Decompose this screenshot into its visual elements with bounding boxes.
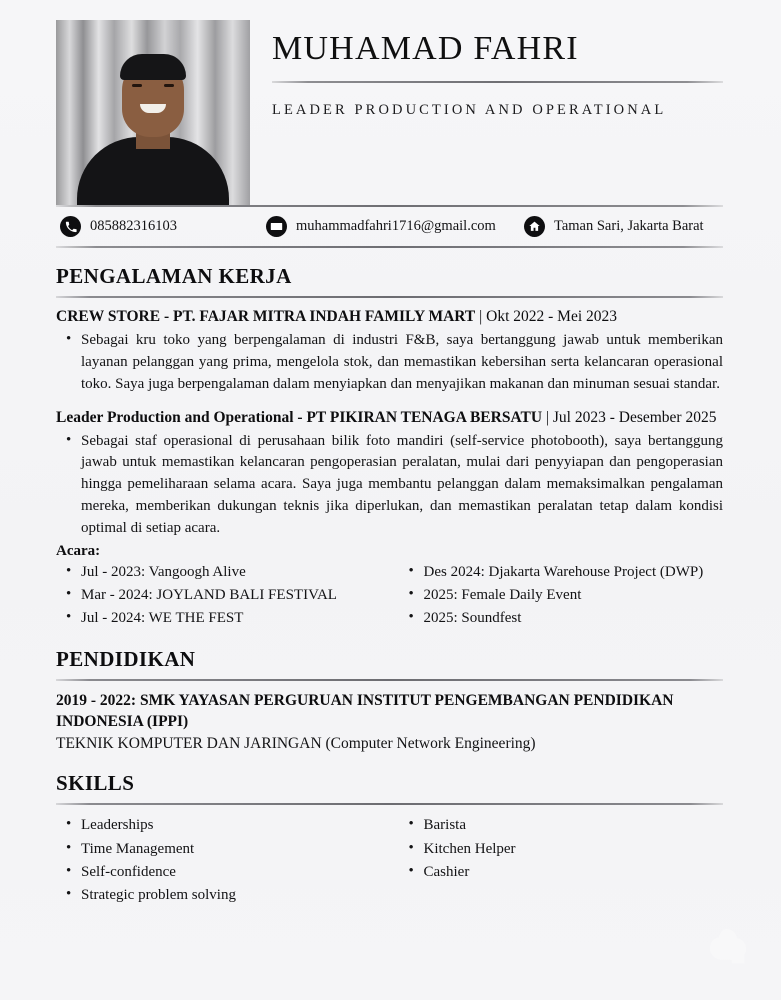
list-item: • Kitchen Helper bbox=[424, 838, 724, 861]
job-bullet: • Sebagai staf operasional di perusahaan bilik foto mandiri (self-service photobooth), saya bertanggung jawab untuk memastikan kelancaran pengoperasian peralatan, mulai dari penyyiapan dan pengoperasian hingga pemeliharaan selama acara. Saya juga membantu pelanggan dalam memaksimalkan pengalaman mereka, memberikan dukungan teknis jika diperlukan, dan memastikan peralatan tetap dalam kondisi optimal di setiap acara. bbox=[81, 431, 723, 540]
list-item: • Strategic problem solving bbox=[81, 884, 390, 907]
education-section bbox=[0, 647, 781, 756]
events-list-right bbox=[399, 561, 724, 631]
skills-list-right bbox=[399, 814, 724, 884]
resume-header bbox=[0, 0, 781, 205]
envelope-icon bbox=[266, 216, 287, 237]
list-item: • 2025: Soundfest bbox=[424, 607, 724, 630]
skills-column-left bbox=[56, 814, 390, 907]
list-item: • Barista bbox=[424, 814, 724, 837]
events-column-left bbox=[56, 561, 390, 631]
phone-icon bbox=[60, 216, 81, 237]
job-bullet-list bbox=[56, 431, 723, 540]
list-item: • Des 2024: Djakarta Warehouse Project (DWP) bbox=[424, 561, 724, 584]
list-item: • Time Management bbox=[81, 838, 390, 861]
education-rule bbox=[56, 679, 723, 681]
events-label: Acara: bbox=[56, 542, 101, 559]
header-subtitle: LEADER PRODUCTION AND OPERATIONAL bbox=[272, 102, 667, 119]
job-entry bbox=[56, 307, 723, 396]
events-list-left bbox=[56, 561, 390, 631]
skills-columns bbox=[56, 814, 723, 907]
list-item: • 2025: Female Daily Event bbox=[424, 584, 724, 607]
job-separator: | bbox=[475, 308, 487, 325]
photo-eye-left bbox=[132, 84, 142, 87]
events-columns bbox=[56, 561, 723, 631]
education-section-title: PENDIDIKAN bbox=[56, 646, 196, 671]
photo-subject bbox=[78, 75, 228, 205]
job-entry bbox=[56, 408, 723, 540]
contact-row bbox=[56, 207, 723, 246]
job-title-line bbox=[56, 307, 723, 328]
job-title-text: Leader Production and Operational - PT PIKIRAN TENAGA BERSATU bbox=[56, 408, 543, 426]
skills-section bbox=[0, 771, 781, 907]
list-item: • Leaderships bbox=[81, 814, 390, 837]
job-separator: | bbox=[542, 408, 553, 426]
education-school: 2019 - 2022: SMK YAYASAN PERGURUAN INSTITUT PENGEMBANGAN PENDIDIKAN INDONESIA (IPPI) bbox=[56, 691, 674, 731]
experience-rule bbox=[56, 296, 723, 298]
contact-section bbox=[0, 205, 781, 248]
contact-email[interactable] bbox=[266, 216, 524, 237]
skills-section-title: SKILLS bbox=[56, 771, 135, 796]
skills-rule bbox=[56, 803, 723, 805]
experience-section bbox=[0, 264, 781, 631]
job-period: Jul 2023 - Desember 2025 bbox=[552, 408, 717, 426]
contact-address[interactable] bbox=[524, 216, 723, 237]
job-title-line bbox=[56, 408, 723, 429]
education-major: TEKNIK KOMPUTER DAN JARINGAN (Computer Network Engineering) bbox=[56, 735, 536, 753]
contact-email-text: muhammadfahri1716@gmail.com bbox=[296, 218, 496, 234]
job-period: Okt 2022 - Mei 2023 bbox=[486, 308, 618, 325]
page-title: MUHAMAD FAHRI bbox=[272, 30, 579, 67]
profile-photo bbox=[56, 20, 250, 205]
contact-address-text: Taman Sari, Jakarta Barat bbox=[554, 218, 704, 234]
list-item: • Jul - 2024: WE THE FEST bbox=[81, 607, 390, 630]
contact-phone[interactable] bbox=[60, 216, 266, 237]
job-title-text: CREW STORE - PT. FAJAR MITRA INDAH FAMILY MART bbox=[56, 308, 476, 325]
list-item: • Jul - 2023: Vangoogh Alive bbox=[81, 561, 390, 584]
contact-phone-text: 085882316103 bbox=[90, 218, 177, 234]
header-text-block bbox=[250, 20, 723, 122]
photo-hair bbox=[120, 54, 186, 80]
events-column-right bbox=[390, 561, 724, 631]
skills-list-left bbox=[56, 814, 390, 907]
list-item: • Self-confidence bbox=[81, 861, 390, 884]
watermark-icon bbox=[699, 920, 757, 978]
contact-bottom-divider bbox=[56, 246, 723, 248]
job-bullet: • Sebagai kru toko yang berpengalaman di industri F&B, saya bertanggung jawab untuk memberikan layanan pelanggan yang prima, mengelola stok, dan memastikan kebersihan serta kelancaran operasional toko. Saya juga berpengalaman dalam menyiapkan dan menyajikan makanan dan minuman sesuai standar. bbox=[81, 330, 723, 396]
experience-section-title: PENGALAMAN KERJA bbox=[56, 264, 292, 288]
photo-eye-right bbox=[164, 84, 174, 87]
header-divider bbox=[272, 81, 723, 83]
list-item: • Cashier bbox=[424, 861, 724, 884]
list-item: • Mar - 2024: JOYLAND BALI FESTIVAL bbox=[81, 584, 390, 607]
job-bullet-list bbox=[56, 330, 723, 396]
skills-column-right bbox=[390, 814, 724, 907]
home-icon bbox=[524, 216, 545, 237]
